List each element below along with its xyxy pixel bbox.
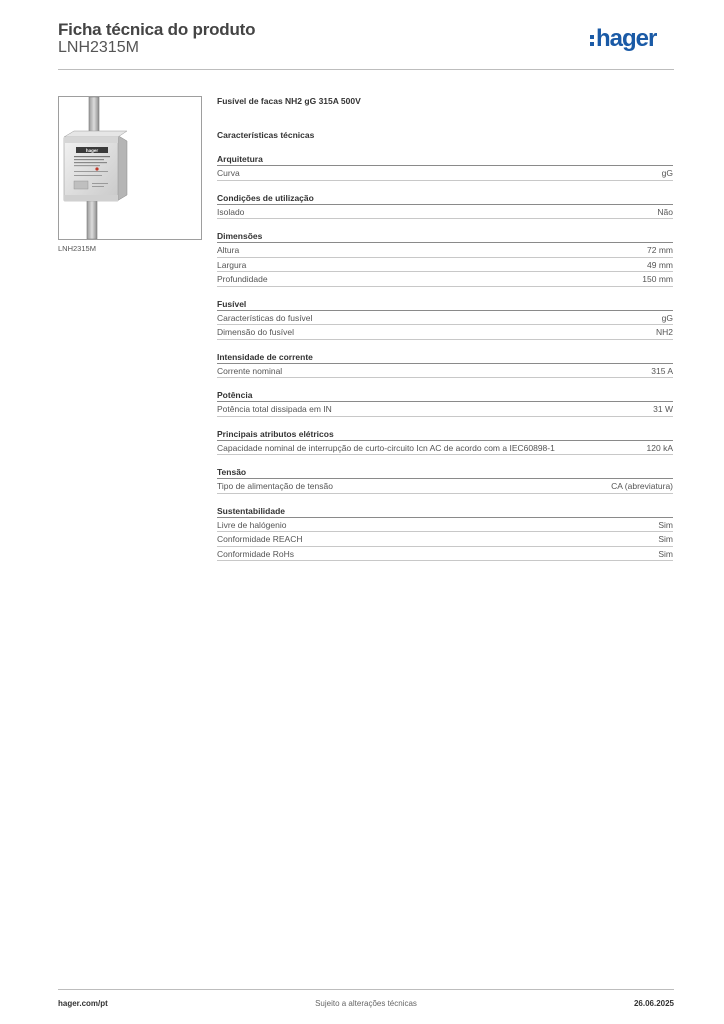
spec-label: Dimensão do fusível — [217, 327, 295, 337]
fuse-illustration — [59, 97, 201, 239]
section-fuse — [217, 299, 673, 340]
spec-row — [217, 532, 673, 547]
section-electrical-attributes — [217, 429, 673, 456]
spec-value: Sim — [658, 548, 673, 559]
spec-label: Características do fusível — [217, 312, 313, 323]
section-current — [217, 352, 673, 379]
spec-row — [217, 166, 673, 181]
section-title: Fusível — [217, 299, 673, 311]
product-reference: LNH2315M — [58, 39, 139, 56]
hager-logo — [590, 26, 672, 52]
spec-value: gG — [661, 168, 673, 178]
spec-row — [217, 311, 673, 326]
spec-value: NH2 — [655, 327, 673, 337]
spec-label: Corrente nominal — [217, 365, 283, 376]
spec-value: CA (abreviatura) — [611, 481, 673, 491]
spec-label: Conformidade REACH — [217, 534, 303, 544]
spec-label: Potência total dissipada em IN — [217, 404, 332, 414]
spec-value: 120 kA — [646, 442, 673, 453]
page-title: Ficha técnica do produto — [58, 20, 256, 39]
spec-label: Curva — [217, 168, 240, 178]
spec-row — [217, 441, 673, 456]
section-power — [217, 390, 673, 417]
spec-row — [217, 272, 673, 287]
product-image — [58, 96, 202, 240]
spec-row — [217, 547, 673, 562]
footer-website-link[interactable]: hager.com/pt — [58, 999, 108, 1008]
footer-note: Sujeito a alterações técnicas — [315, 999, 417, 1008]
spec-value: 49 mm — [647, 259, 673, 270]
section-title: Intensidade de corrente — [217, 352, 673, 364]
footer-date: 26.06.2025 — [633, 999, 674, 1008]
spec-row — [217, 479, 673, 494]
spec-label: Tipo de alimentação de tensão — [217, 481, 333, 491]
spec-label: Altura — [217, 245, 240, 255]
spec-value: 72 mm — [647, 245, 673, 255]
fuse-label-text: hager — [85, 148, 99, 153]
section-title: Principais atributos elétricos — [217, 429, 673, 441]
spec-label: Capacidade nominal de interrupção de curto-circuito Icn AC de acordo com a IEC60898-1 — [217, 442, 555, 453]
spec-label: Profundidade — [217, 274, 268, 284]
spec-content — [217, 96, 673, 561]
spec-label: Largura — [217, 259, 247, 270]
spec-value: Sim — [658, 534, 673, 544]
section-title: Condições de utilização — [217, 193, 673, 205]
page-header — [58, 20, 674, 70]
section-conditions-of-use — [217, 193, 673, 220]
section-title: Potência — [217, 390, 673, 402]
section-voltage — [217, 467, 673, 494]
section-title: Tensão — [217, 467, 673, 479]
spec-row — [217, 258, 673, 273]
section-title: Arquitetura — [217, 154, 673, 166]
spec-value: Sim — [658, 519, 673, 530]
spec-row — [217, 243, 673, 258]
product-name: Fusível de facas NH2 gG 315A 500V — [217, 96, 361, 106]
spec-label: Conformidade RoHs — [217, 548, 295, 559]
section-title: Sustentabilidade — [217, 506, 673, 518]
section-title: Dimensões — [217, 231, 673, 243]
page-footer — [58, 989, 674, 1011]
spec-value: gG — [661, 312, 673, 323]
spec-row — [217, 518, 673, 533]
spec-label: Livre de halógenio — [217, 519, 287, 530]
image-caption: LNH2315M — [58, 244, 96, 253]
logo-dots-icon — [590, 35, 594, 49]
spec-row — [217, 402, 673, 417]
logo-text: hager — [596, 25, 657, 52]
section-sustainability — [217, 506, 673, 562]
section-dimensions — [217, 231, 673, 287]
spec-label: Isolado — [217, 206, 245, 217]
spec-value: 31 W — [653, 404, 673, 414]
technical-characteristics-heading: Características técnicas — [217, 130, 315, 140]
section-architecture — [217, 154, 673, 181]
spec-value: 150 mm — [642, 274, 673, 284]
spec-row — [217, 325, 673, 340]
spec-value: 315 A — [651, 365, 673, 376]
spec-value: Não — [657, 206, 673, 217]
spec-row — [217, 364, 673, 379]
spec-row — [217, 205, 673, 220]
